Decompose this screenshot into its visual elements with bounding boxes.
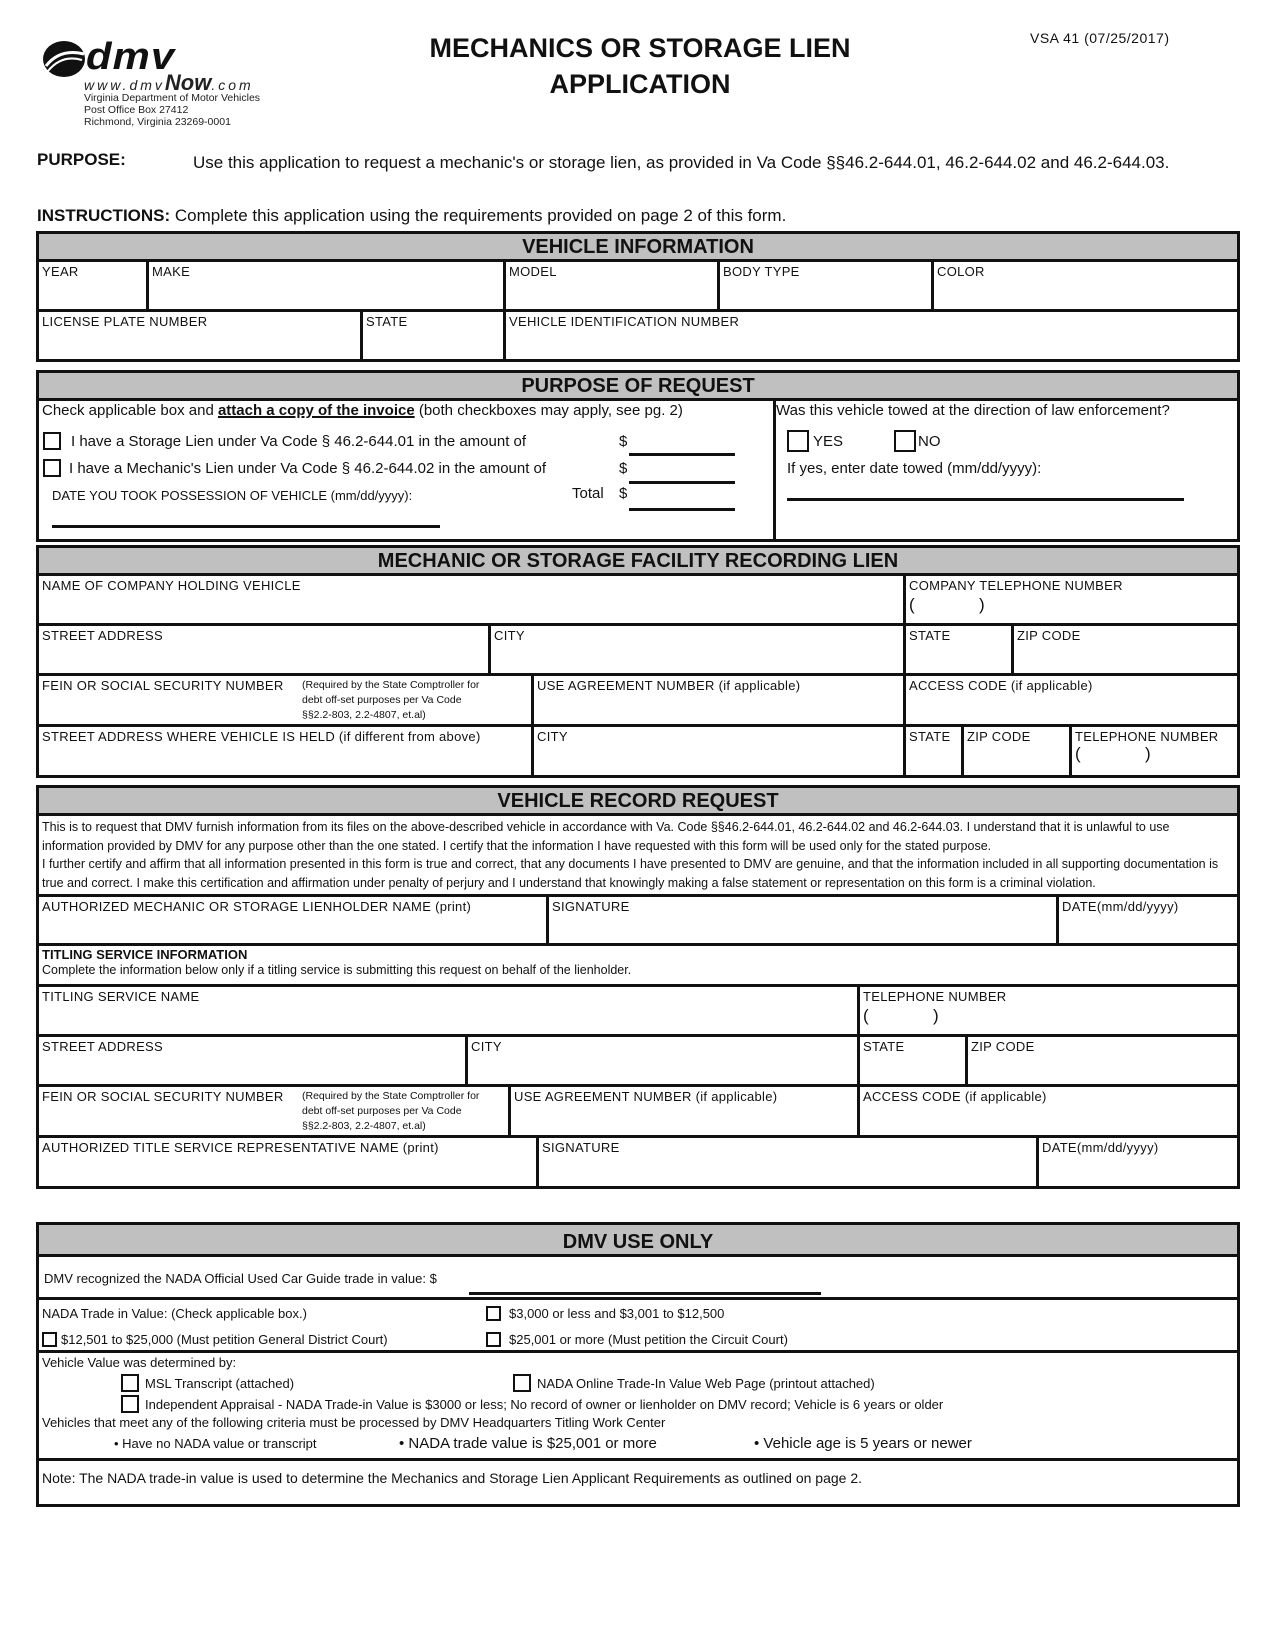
dollar-sign: $ (619, 485, 628, 502)
towed-date-input[interactable] (787, 498, 1184, 501)
company-name-field[interactable]: NAME OF COMPANY HOLDING VEHICLE (39, 576, 906, 623)
vehicle-record-request-section (36, 785, 1240, 1189)
possession-date-label: DATE YOU TOOK POSSESSION OF VEHICLE (mm/dd/yyyy): (52, 488, 413, 503)
opt-25001-label: $25,001 or more (Must petition the Circuit Court) (509, 1332, 788, 1347)
purpose-of-request-section (36, 370, 1240, 542)
body-type-field[interactable]: BODY TYPE (720, 262, 934, 309)
signature-field[interactable]: SIGNATURE (549, 897, 1059, 943)
zip-code-field[interactable]: ZIP CODE (1017, 628, 1081, 643)
titling-service-info: TITLING SERVICE INFORMATION Complete the information below only if a titling service is submitting this request on behalf of the lienholder. (39, 946, 1237, 987)
opt-3000-label: $3,000 or less and $3,001 to $12,500 (509, 1306, 725, 1321)
purpose-text: Use this application to request a mechanic's or storage lien, as provided in Va Code §§46.2-644.01, 46.2-644.02 and 46.2-644.03. (193, 153, 1170, 172)
fein-note: (Required by the State Comptroller for debt off-set purposes per Va Code §§2.2-803, 2.2-4807, et.al) (302, 679, 480, 721)
mechanics-lien-checkbox[interactable] (43, 459, 61, 477)
titling-service-name-field[interactable]: TITLING SERVICE NAME (39, 987, 860, 1034)
page-title: MECHANICS OR STORAGE LIEN APPLICATION (429, 33, 851, 99)
criteria-bullet-1: • Have no NADA value or transcript (114, 1436, 317, 1451)
lienholder-name-field[interactable]: AUTHORIZED MECHANIC OR STORAGE LIENHOLDER NAME (print) (39, 897, 549, 943)
titling-street-field[interactable]: STREET ADDRESS (39, 1037, 468, 1084)
total-amount-input[interactable] (629, 508, 735, 511)
held-zip-field[interactable]: ZIP CODE (964, 727, 1072, 775)
section-heading: VEHICLE RECORD REQUEST (39, 788, 1237, 816)
dollar-sign: $ (619, 460, 628, 477)
towed-no-checkbox[interactable] (894, 430, 916, 452)
towed-yes-checkbox[interactable] (787, 430, 809, 452)
storage-lien-label: I have a Storage Lien under Va Code § 46.2-644.01 in the amount of (71, 433, 527, 450)
date-field[interactable]: DATE(mm/dd/yyyy) (1062, 899, 1179, 914)
vin-field[interactable]: VEHICLE IDENTIFICATION NUMBER (509, 314, 740, 329)
criteria-bullet-3: • Vehicle age is 5 years or newer (754, 1435, 972, 1452)
possession-date-input[interactable] (52, 525, 440, 528)
titling-access-code-field[interactable]: ACCESS CODE (if applicable) (863, 1089, 1047, 1104)
independent-appraisal-checkbox[interactable] (121, 1395, 139, 1413)
nada-value-input[interactable] (469, 1292, 821, 1295)
titling-phone-field[interactable]: TELEPHONE NUMBER ( ) (860, 987, 1237, 1034)
fein-ssn-field[interactable]: FEIN OR SOCIAL SECURITY NUMBER (Required by the State Comptroller for debt off-set purposes per Va Code §§2.2-803, 2.2-4807, et.al) (39, 676, 534, 724)
logo-url: www.dmvNow.com (84, 70, 254, 95)
city-field[interactable]: CITY (491, 626, 906, 673)
nada-online-label: NADA Online Trade-In Value Web Page (printout attached) (537, 1376, 875, 1391)
msl-transcript-label: MSL Transcript (attached) (145, 1376, 295, 1391)
titling-city-field[interactable]: CITY (468, 1037, 860, 1084)
use-agreement-field[interactable]: USE AGREEMENT NUMBER (if applicable) (534, 676, 906, 724)
towed-date-label: If yes, enter date towed (mm/dd/yyyy): (787, 460, 1042, 477)
plate-state-field[interactable]: STATE (363, 312, 506, 359)
fein-note: (Required by the State Comptroller for debt off-set purposes per Va Code §§2.2-803, 2.2-4807, et.al) (302, 1090, 480, 1132)
towed-question: Was this vehicle towed at the direction of law enforcement? (776, 402, 1170, 419)
area-code-parens: ( ) (863, 1006, 939, 1025)
certification-text: This is to request that DMV furnish information from its files on the above-described vehicle in accordance with Va. Code §§46.2-644.01, 46.2-644.02 and 46.2-644.03. I understand that it is unlawful to use information provided by DMV for any purpose other than the one stated. I certify that the information I have requested with this form will be used only for the stated purpose. I further certify and affirm that all information presented in this form is true and correct, that any documents I have presented to DMV are genuine, and that the information included in all supporting documentation is true and correct. I make this certification and affirmation under penalty of perjury and I understand that knowingly making a false statement or representation on this form is a criminal violation. (39, 816, 1237, 897)
titling-zip-field[interactable]: ZIP CODE (971, 1039, 1035, 1054)
title-rep-signature-field[interactable]: SIGNATURE (539, 1138, 1039, 1186)
dollar-sign: $ (619, 433, 628, 450)
section-heading: PURPOSE OF REQUEST (39, 373, 1237, 401)
dmv-use-only-section (36, 1222, 1240, 1507)
street-address-field[interactable]: STREET ADDRESS (39, 626, 491, 673)
lien-type-panel (39, 401, 776, 539)
model-field[interactable]: MODEL (506, 262, 720, 309)
nada-note: Note: The NADA trade-in value is used to determine the Mechanics and Storage Lien Applicant Requirements as outlined on page 2. (42, 1470, 863, 1486)
purpose-label: PURPOSE: (37, 150, 126, 169)
titling-state-field[interactable]: STATE (860, 1037, 968, 1084)
license-plate-field[interactable]: LICENSE PLATE NUMBER (39, 312, 363, 359)
title-rep-date-field[interactable]: DATE(mm/dd/yyyy) (1042, 1140, 1159, 1155)
msl-transcript-checkbox[interactable] (121, 1374, 139, 1392)
section-heading: DMV USE ONLY (39, 1225, 1237, 1257)
yes-label: YES (813, 433, 844, 450)
opt-12501-label: $12,501 to $25,000 (Must petition General District Court) (61, 1332, 388, 1347)
section-heading: VEHICLE INFORMATION (39, 234, 1237, 262)
vehicle-information-section (36, 231, 1240, 362)
state-field[interactable]: STATE (906, 626, 1014, 673)
nada-online-checkbox[interactable] (513, 1374, 531, 1392)
form-number: VSA 41 (07/25/2017) (1030, 30, 1170, 46)
held-state-field[interactable]: STATE (906, 727, 964, 775)
storage-amount-input[interactable] (629, 453, 735, 456)
access-code-field[interactable]: ACCESS CODE (if applicable) (909, 678, 1093, 693)
held-phone-field[interactable]: TELEPHONE NUMBER ( ) (1072, 727, 1237, 775)
held-city-field[interactable]: CITY (534, 727, 906, 775)
mechanics-amount-input[interactable] (629, 481, 735, 484)
determined-by-label: Vehicle Value was determined by: (42, 1355, 237, 1370)
no-label: NO (918, 433, 941, 450)
make-field[interactable]: MAKE (149, 262, 506, 309)
section-heading: MECHANIC OR STORAGE FACILITY RECORDING LIEN (39, 548, 1237, 576)
total-label: Total (572, 485, 604, 502)
facility-section (36, 545, 1240, 778)
held-street-address-field[interactable]: STREET ADDRESS WHERE VEHICLE IS HELD (if different from above) (39, 727, 534, 775)
law-enforcement-tow-panel (776, 401, 1237, 539)
check-instructions: Check applicable box and attach a copy of the invoice (both checkboxes may apply, see pg. 2) (42, 402, 683, 419)
mechanics-lien-label: I have a Mechanic's Lien under Va Code § 46.2-644.02 in the amount of (69, 460, 547, 477)
titling-fein-field[interactable]: FEIN OR SOCIAL SECURITY NUMBER (Required by the State Comptroller for debt off-set purposes per Va Code §§2.2-803, 2.2-4807, et.al) (39, 1087, 511, 1135)
criteria-bullet-2: • NADA trade value is $25,001 or more (399, 1435, 657, 1452)
storage-lien-checkbox[interactable] (43, 432, 61, 450)
company-phone-field[interactable]: COMPANY TELEPHONE NUMBER ( ) (906, 576, 1237, 623)
dmv-logo (40, 38, 300, 128)
instructions: INSTRUCTIONS: Complete this application using the requirements provided on page 2 of this form. (37, 206, 787, 225)
area-code-parens: ( ) (909, 595, 985, 614)
independent-appraisal-label: Independent Appraisal - NADA Trade-in Value is $3000 or less; No record of owner or lienholder on DMV record; Vehicle is 6 years or older (145, 1397, 944, 1412)
criteria-label: Vehicles that meet any of the following criteria must be processed by DMV Headquarters Titling Work Center (42, 1415, 666, 1430)
nada-check-label: NADA Trade in Value: (Check applicable box.) (42, 1306, 307, 1321)
opt-3000-checkbox[interactable] (486, 1306, 501, 1321)
color-field[interactable]: COLOR (937, 264, 985, 279)
dmv-swoosh-icon (42, 40, 86, 78)
opt-12501-checkbox[interactable] (42, 1332, 57, 1347)
titling-use-agreement-field[interactable]: USE AGREEMENT NUMBER (if applicable) (511, 1087, 860, 1135)
opt-25001-checkbox[interactable] (486, 1332, 501, 1347)
year-field[interactable]: YEAR (39, 262, 149, 309)
area-code-parens: ( ) (1075, 744, 1151, 763)
logo-brand: dmv (86, 36, 176, 78)
title-rep-name-field[interactable]: AUTHORIZED TITLE SERVICE REPRESENTATIVE NAME (print) (39, 1138, 539, 1186)
nada-value-label: DMV recognized the NADA Official Used Car Guide trade in value: $ (44, 1271, 437, 1286)
agency-address: Virginia Department of Motor Vehicles Post Office Box 27412 Richmond, Virginia 23269-0001 (84, 92, 261, 128)
